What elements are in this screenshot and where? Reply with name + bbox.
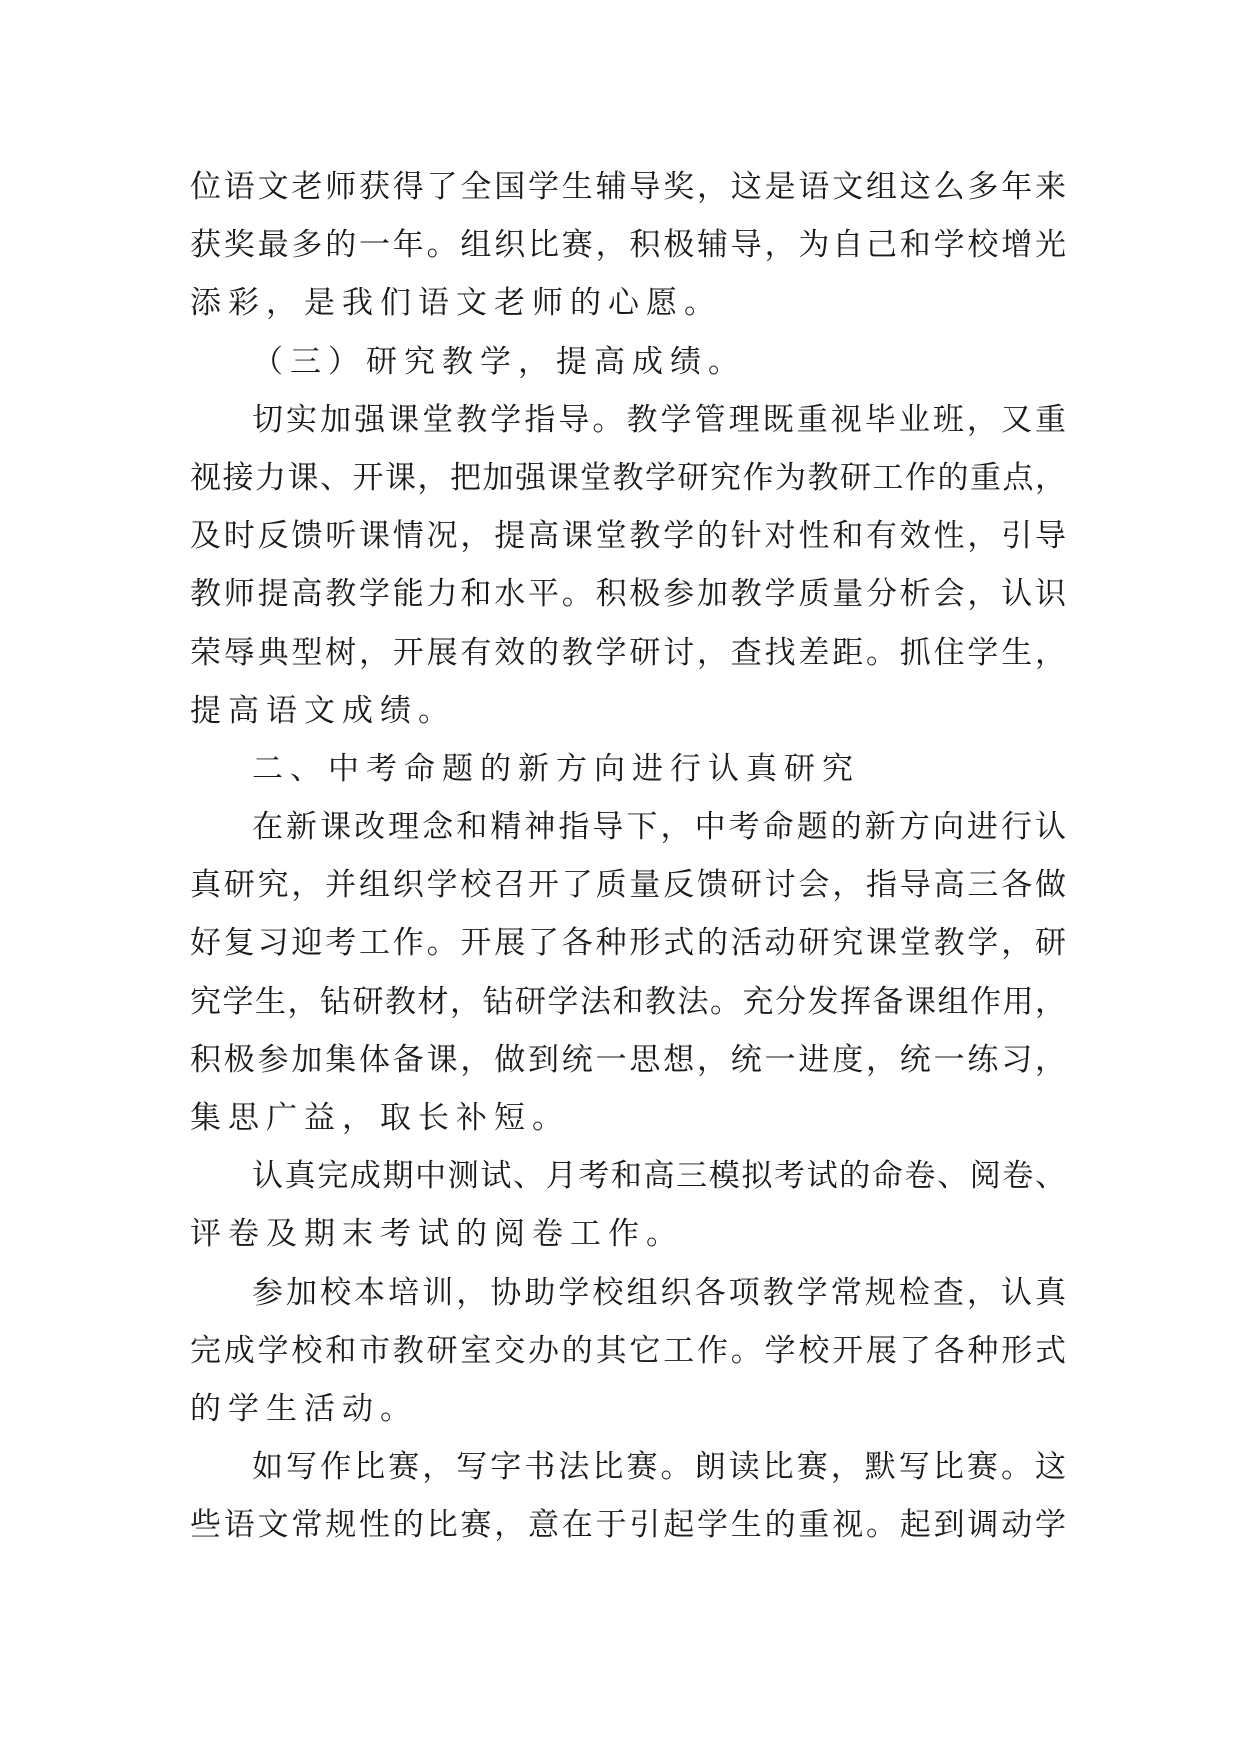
text-line: 切实加强课堂教学指导。教学管理既重视毕业班，又重 [252,401,1066,438]
text-line: 视接力课、开课，把加强课堂教学研究作为教研工作的重点， [190,459,1066,496]
text-line: 位语文老师获得了全国学生辅导奖，这是语文组这么多年来 [190,169,1066,205]
text-line: 完成学校和市教研室交办的其它工作。学校开展了各种形式 [190,1332,1066,1369]
text-line: 认真完成期中测试、月考和高三模拟考试的命卷、阅卷、 [252,1158,1066,1195]
document-body [190,158,1066,1555]
text-line: 教师提高教学能力和水平。积极参加教学质量分析会，认识 [190,576,1066,613]
text-line: 及时反馈听课情况，提高课堂教学的针对性和有效性，引导 [190,518,1066,555]
text-line: 的学生活动。 [190,1390,418,1427]
text-line: 二、中考命题的新方向进行认真研究 [252,750,860,787]
text-line: 参加校本培训，协助学校组织各项教学常规检查，认真 [252,1274,1066,1311]
text-line: 集思广益，取长补短。 [190,1100,570,1136]
text-line: 真研究，并组织学校召开了质量反馈研讨会，指导高三各做 [190,867,1066,904]
text-line: 提高语文成绩。 [190,692,456,729]
text-line: 好复习迎考工作。开展了各种形式的活动研究课堂教学，研 [190,925,1066,962]
text-line: 积极参加集体备课，做到统一思想，统一进度，统一练习， [190,1041,1066,1078]
text-line: 添彩，是我们语文老师的心愿。 [190,285,722,322]
text-line: 获奖最多的一年。组织比赛，积极辅导，为自己和学校增光 [190,227,1066,264]
text-line: （三）研究教学，提高成绩。 [252,343,746,380]
text-line: 荣辱典型树，开展有效的教学研讨，查找差距。抓住学生， [190,634,1066,671]
text-line: 如写作比赛，写字书法比赛。朗读比赛，默写比赛。这 [252,1449,1066,1486]
text-line: 究学生，钻研教材，钻研学法和教法。充分发挥备课组作用， [190,983,1066,1020]
text-line: 些语文常规性的比赛，意在于引起学生的重视。起到调动学 [190,1507,1066,1544]
text-line: 在新课改理念和精神指导下，中考命题的新方向进行认 [252,809,1066,846]
text-line: 评卷及期末考试的阅卷工作。 [190,1216,684,1253]
